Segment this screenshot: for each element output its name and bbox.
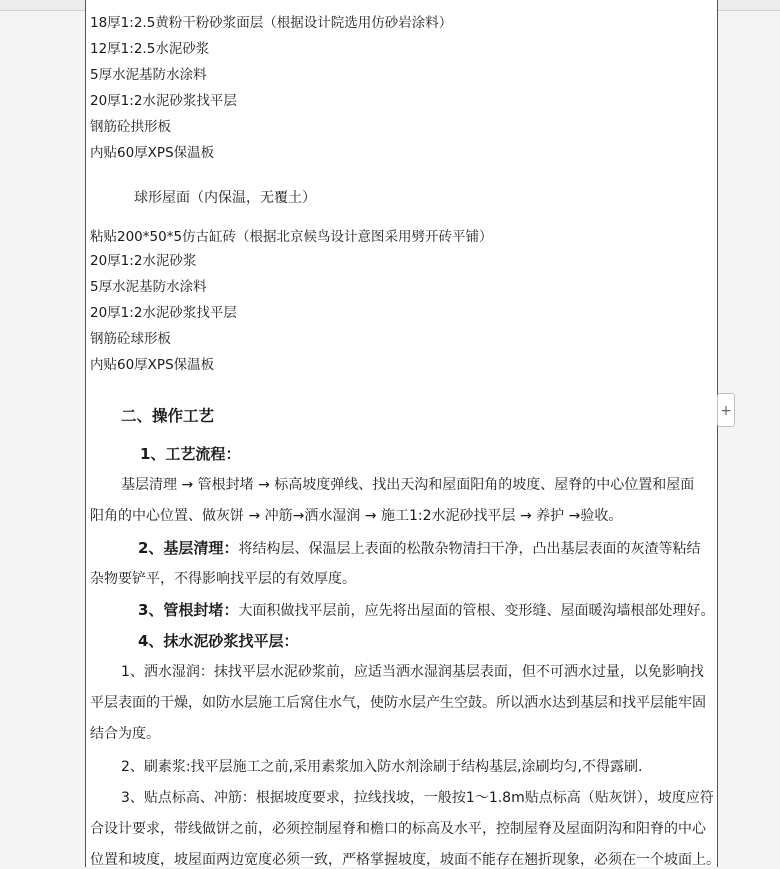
wetting-line: 1、洒水湿润：抹找平层水泥砂浆前，应适当洒水湿润基层表面，但不可洒水过量，以免影响找 (121, 664, 704, 680)
base-clean-title: 2、基层清理： (138, 539, 239, 557)
document-page (85, 0, 718, 867)
layer-line: 5厚水泥基防水涂料 (90, 67, 207, 83)
layer-line: 20厚1:2水泥砂浆 (90, 253, 197, 269)
section-heading-operation: 二、操作工艺 (121, 407, 215, 425)
base-clean-line: 杂物要铲平，不得影响找平层的有效厚度。 (90, 571, 356, 587)
wetting-line: 平层表面的干燥，如防水层施工后窝住水气，使防水层产生空鼓。所以洒水达到基层和找平层能牢固 (90, 695, 706, 711)
brush-slurry-line: 2、刷素浆:找平层施工之前,采用素浆加入防水剂涂刷于结构基层,涂刷均匀,不得露刷. (121, 759, 643, 775)
pipe-seal-title: 3、管根封堵： (138, 601, 239, 619)
marking-line: 位置和坡度，坡屋面两边宽度必须一致，严格掌握坡度，坡面不能存在翘折现象，必须在一个坡面上。 (90, 852, 720, 868)
plus-icon: + (720, 403, 732, 419)
expand-panel-button[interactable] (717, 393, 735, 427)
layer-line: 钢筋砼球形板 (90, 331, 171, 347)
layer-line: 钢筋砼拱形板 (90, 119, 171, 135)
wetting-line: 结合为度。 (90, 726, 160, 742)
marking-line: 3、贴点标高、冲筋：根据坡度要求，拉线找坡，一般按1～1.8m贴点标高（贴灰饼），坡度应符 (121, 790, 714, 806)
heading-leveling-layer: 4、抹水泥砂浆找平层： (138, 632, 299, 650)
layer-line: 12厚1:2.5水泥砂浆 (90, 41, 210, 57)
base-clean-paragraph (138, 537, 700, 558)
base-clean-text: 将结构层、保温层上表面的松散杂物清扫干净，凸出基层表面的灰渣等粘结 (238, 541, 701, 557)
pipe-seal-paragraph (138, 599, 714, 620)
process-flow-line: 阳角的中心位置、做灰饼 → 冲筋→洒水湿润 → 施工1:2水泥砂找平层 → 养护 →验收。 (90, 508, 623, 524)
process-flow-line: 基层清理 → 管根封堵 → 标高坡度弹线、找出天沟和屋面阳角的坡度、屋脊的中心位置和屋面 (121, 477, 695, 493)
pipe-seal-text: 大面积做找平层前，应先将出屋面的管根、变形缝、屋面暖沟墙根部处理好。 (238, 603, 715, 619)
layer-line: 20厚1:2水泥砂浆找平层 (90, 305, 237, 321)
layer-line: 内贴60厚XPS保温板 (90, 357, 215, 373)
layer-line: 18厚1:2.5黄粉干粉砂浆面层（根据设计院选用仿砂岩涂料） (90, 15, 453, 31)
heading-process-flow: 1、工艺流程： (140, 445, 241, 463)
roof-type-subtitle: 球形屋面（内保温，无覆土） (134, 190, 316, 206)
layer-line: 20厚1:2水泥砂浆找平层 (90, 93, 237, 109)
layer-line: 内贴60厚XPS保温板 (90, 145, 215, 161)
layer-line: 粘贴200*50*5仿古缸砖（根据北京候鸟设计意图采用劈开砖平铺） (90, 229, 493, 245)
marking-line: 合设计要求，带线做饼之前，必须控制屋脊和檐口的标高及水平，控制屋脊及屋面阴沟和阳脊的中心 (90, 821, 706, 837)
layer-line: 5厚水泥基防水涂料 (90, 279, 207, 295)
